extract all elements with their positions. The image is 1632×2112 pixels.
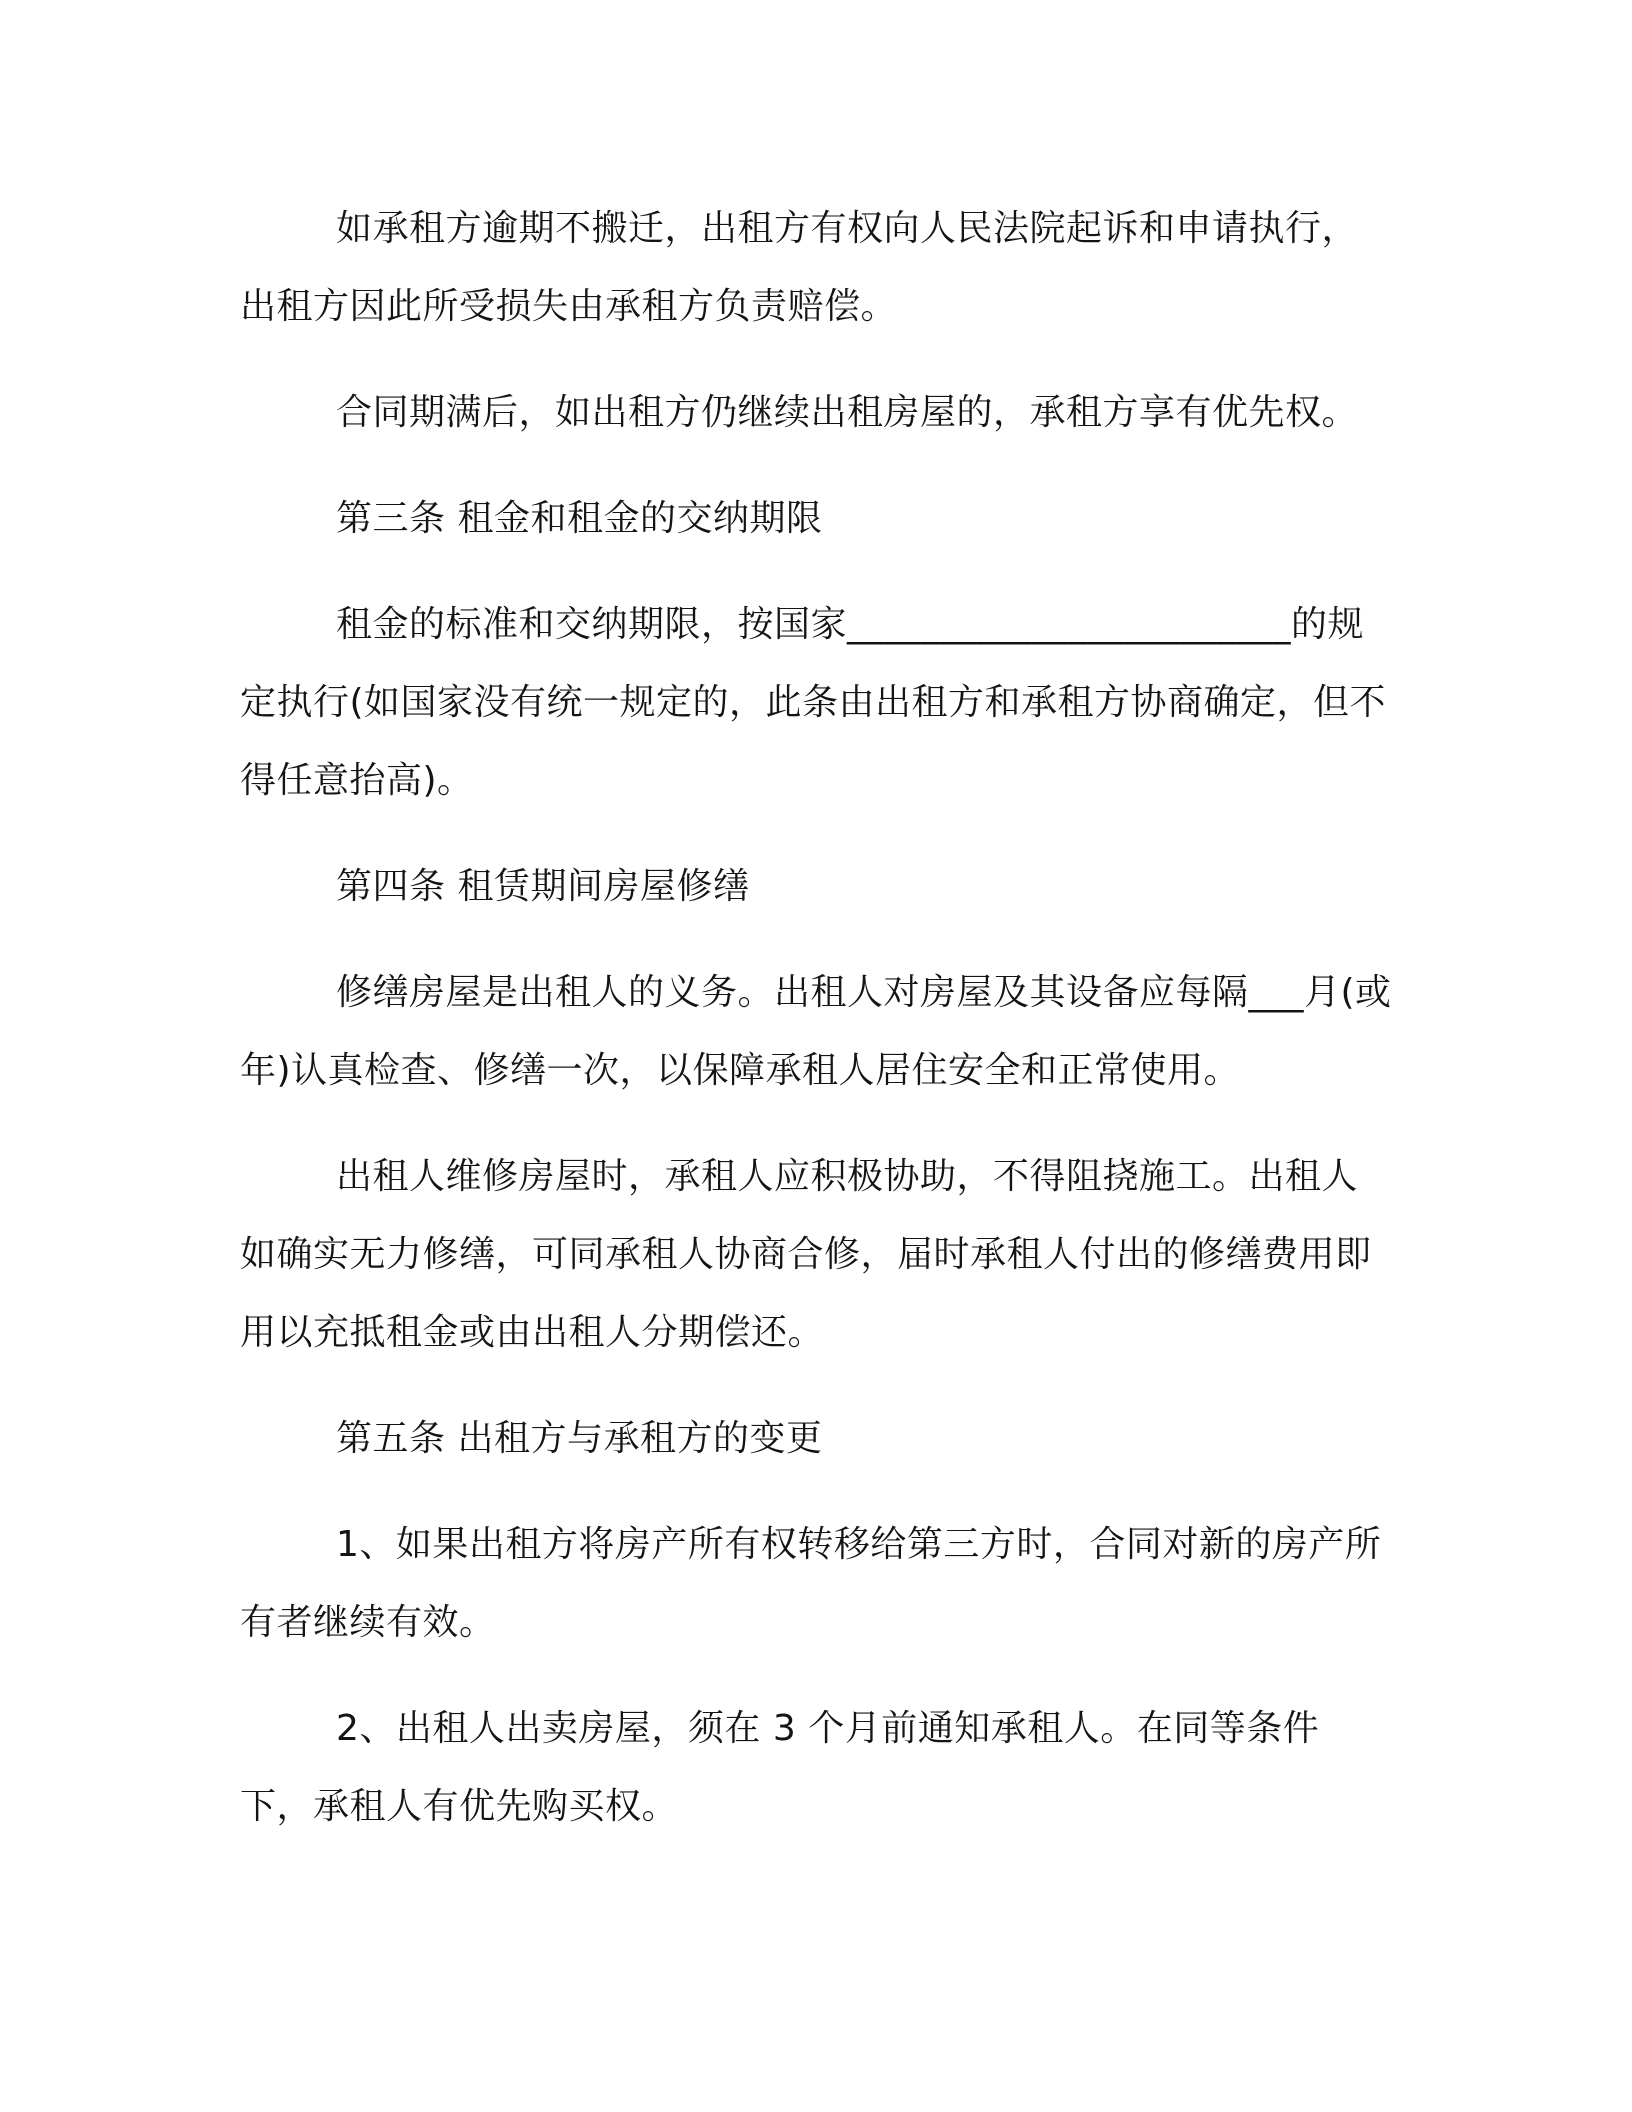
paragraph-priority-right: 合同期满后，如出租方仍继续出租房屋的，承租方享有优先权。	[336, 392, 1359, 433]
paragraph-repair-cooperation: 出租人维修房屋时，承租人应积极协助，不得阻挠施工。出租人如确实无力修缮，可同承租人协商合修，届时承租人付出的修缮费用即用以充抵租金或由出租人分期偿还。	[240, 1156, 1372, 1353]
paragraph-ownership-transfer: 1、如果出租方将房产所有权转移给第三方时，合同对新的房产所有者继续有效。	[240, 1524, 1382, 1643]
paragraph-sale-notice: 2、出租人出卖房屋，须在 3 个月前通知承租人。在同等条件下，承租人有优先购买权。	[240, 1708, 1320, 1827]
document-body	[240, 190, 1392, 1874]
paragraph-relocation-overdue: 如承租方逾期不搬迁，出租方有权向人民法院起诉和申请执行，出租方因此所受损失由承租方负责赔偿。	[240, 208, 1359, 327]
paragraph-repair-duty: 修缮房屋是出租人的义务。出租人对房屋及其设备应每隔___月(或年)认真检查、修缮一次，以保障承租人居住安全和正常使用。	[240, 972, 1392, 1091]
article-5-heading: 第五条 出租方与承租方的变更	[336, 1418, 823, 1459]
article-4-heading: 第四条 租赁期间房屋修缮	[336, 866, 750, 907]
paragraph-rent-standard: 租金的标准和交纳期限，按国家________________________的规定执行(如国家没有统一规定的，此条由出租方和承租方协商确定，但不得任意抬高)。	[240, 604, 1387, 801]
article-3-heading: 第三条 租金和租金的交纳期限	[336, 498, 823, 539]
